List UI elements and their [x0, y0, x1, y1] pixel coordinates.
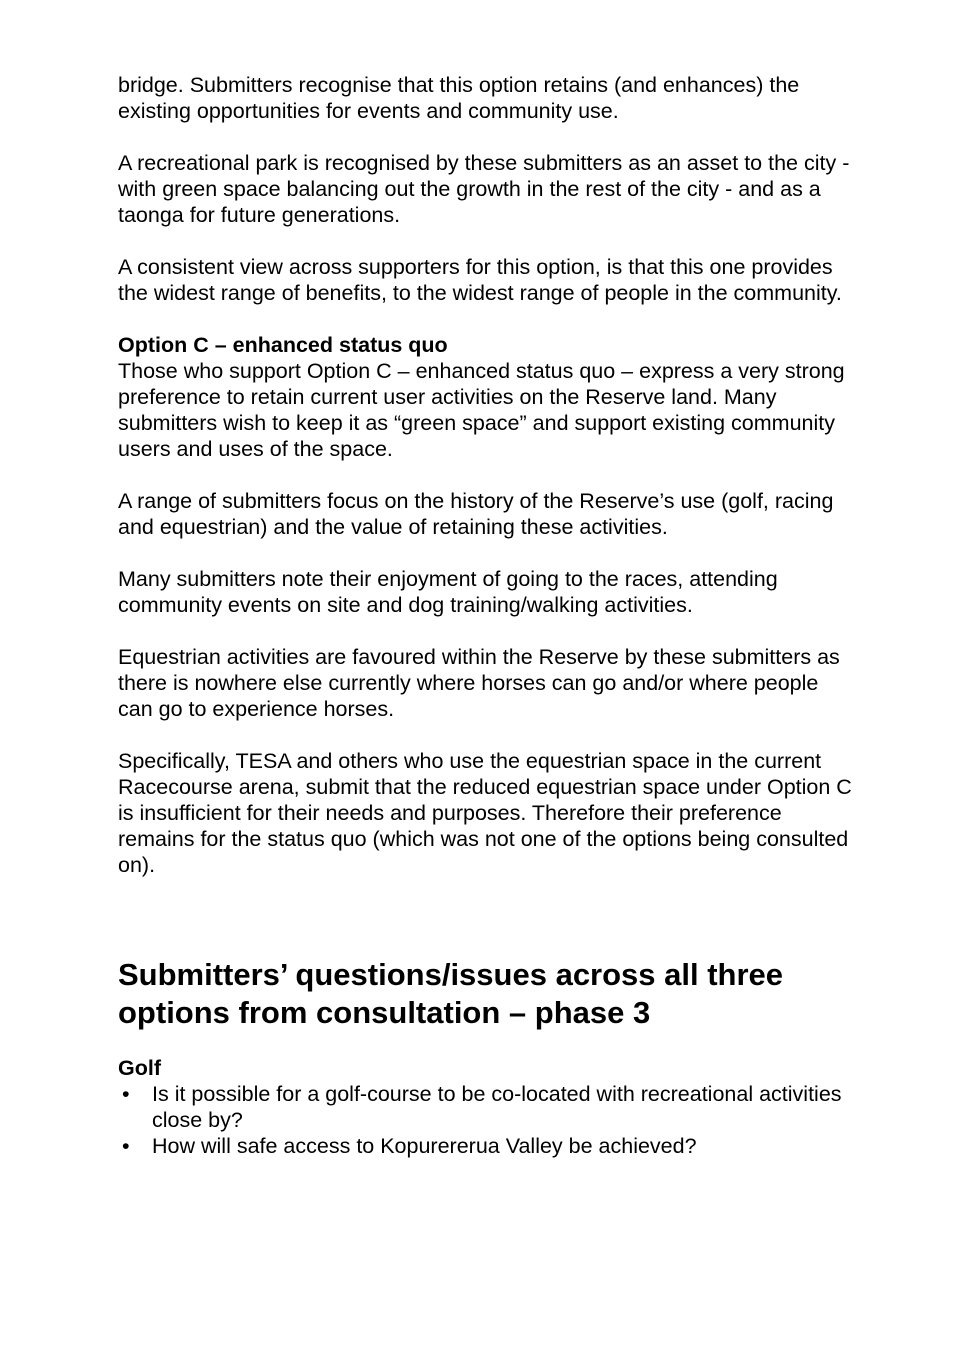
paragraph: A consistent view across supporters for this option, is that this one provides the widest range of benefits, to the widest range of people in the community.	[118, 255, 842, 305]
list-item	[118, 1133, 858, 1159]
section-title: Submitters’ questions/issues across all three options from consultation – phase 3	[118, 957, 784, 1030]
paragraph: Many submitters note their enjoyment of going to the races, attending community events on site and dog training/walking activities.	[118, 567, 778, 617]
paragraph: A range of submitters focus on the history of the Reserve’s use (golf, racing and equestrian) and the value of retaining these activities.	[118, 489, 834, 539]
document-page	[118, 72, 858, 1159]
list-item-text: How will safe access to Kopurererua Valley be achieved?	[152, 1134, 697, 1158]
list-item-text: Is it possible for a golf-course to be co-located with recreational activities close by?	[152, 1082, 842, 1132]
paragraph: Those who support Option C – enhanced status quo – express a very strong preference to retain current user activities on the Reserve land. Many submitters wish to keep it as “green space” and support existing community users and uses of the space.	[118, 359, 845, 461]
golf-heading: Golf	[118, 1056, 161, 1080]
golf-issues-list	[118, 1081, 858, 1159]
bullet-icon: •	[122, 1082, 130, 1106]
paragraph: bridge. Submitters recognise that this option retains (and enhances) the existing opportunities for events and community use.	[118, 73, 800, 123]
paragraph: Equestrian activities are favoured within the Reserve by these submitters as there is nowhere else currently where horses can go and/or where people can go to experience horses.	[118, 645, 840, 721]
bullet-icon: •	[122, 1134, 130, 1158]
paragraph: A recreational park is recognised by these submitters as an asset to the city - with green space balancing out the growth in the rest of the city - and as a taonga for future generations.	[118, 151, 850, 227]
paragraph: Specifically, TESA and others who use the equestrian space in the current Racecourse arena, submit that the reduced equestrian space under Option C is insufficient for their needs and purposes. Therefore their preference remains for the status quo (which was not one of the options being consulted on).	[118, 749, 852, 877]
list-item	[118, 1081, 858, 1133]
option-c-heading: Option C – enhanced status quo	[118, 333, 448, 357]
